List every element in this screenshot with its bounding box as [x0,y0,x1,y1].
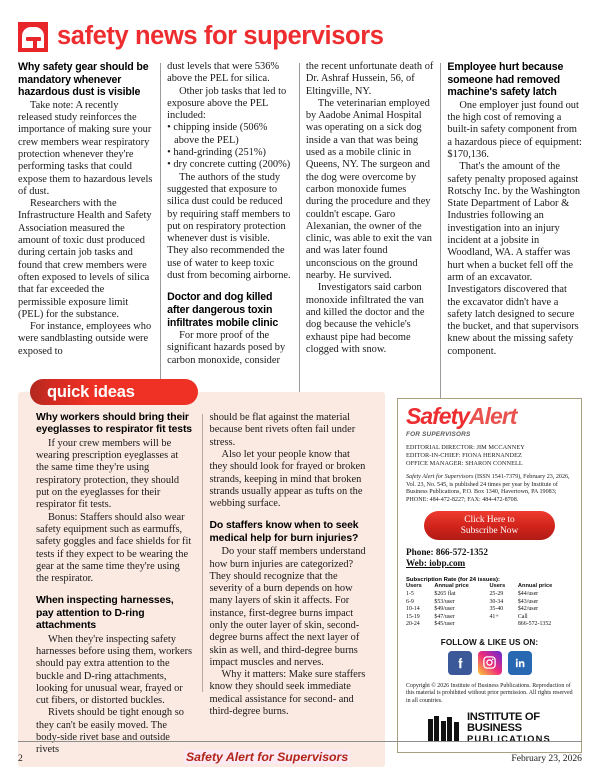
article-paragraph: That's the amount of the safety penalty proposed against Rotschy Inc. by the Washington State Department of Labor & Industries following an investigation into an injury incident at a jobsite in Woodland, WA. A staffer was hurt when a bucket fell off the arm of an excavator. Investigators discovered that the excavator didn't have a safety latch designed to secure the bucket, and that supervisors knew about the missing safety component. [447,161,581,357]
rate-cell: 30-34 [489,598,504,605]
publisher-line-3: PUBLICATIONS [466,733,551,745]
rate-cell: 866-572-1352 [517,621,552,628]
quick-idea-paragraph: Bonus: Staffers should also wear safety equipment such as earmuffs, safety goggles and face shields for fit tests if they expect to be wearing the gear at the same time they're using the respirator. [36,511,192,585]
article-paragraph: dust levels that were 536% above the PEL for silica. [167,61,280,85]
news-column-1 [18,61,160,367]
rate-cell: 15-19 [406,613,420,620]
rate-cell [489,621,517,629]
publication-info-box [397,398,582,753]
hardhat-icon [18,22,48,52]
quick-idea-paragraph: When they're inspecting safety harnesses before using them, workers should pay extra attention to the buckle and D-ring attachments, looking for unusual wear, frayed or cut fibers, or distorted buckles. [36,633,193,707]
article-paragraph: Take note: A recently released study reinforces the importance of making sure your crew members wear respiratory protection whenever they're performing tasks that could expose them to hazardous levels of dust. [18,99,153,197]
article-headline-dust: Why safety gear should be mandatory whenever hazardous dust is visible [18,61,149,99]
linkedin-icon[interactable] [508,651,532,675]
logo-subtitle-text: FOR SUPERVISORS [406,431,471,438]
quick-ideas-column-1 [28,412,202,757]
quick-idea-paragraph: If your crew members will be wearing prescription eyeglasses at the same time they're using respiratory protection, they should put on the eyeglasses for their respirator fit tests. [36,437,180,511]
footer-date: February 23, 2026 [511,753,582,764]
article-headline-safety-latch: Employee hurt because someone had removed machine's safety latch [447,61,564,99]
page-number: 2 [18,753,23,764]
news-column-4 [440,61,582,367]
quick-ideas-banner [30,379,198,405]
list-item: • chipping inside (506% above the PEL) [167,122,268,146]
rate-cell: 35-40 [489,606,504,613]
news-column-3 [299,61,441,367]
rate-cell: 6-9 [406,598,414,605]
web-link[interactable]: Web: iobp.com [406,558,466,569]
instagram-icon[interactable] [478,651,502,675]
books-icon [428,715,464,741]
logo-word-alert: Alert [469,403,517,429]
staff-line: OFFICE MANAGER: SHARON CONNELL [406,460,523,467]
social-links [406,651,573,675]
article-paragraph: Researchers with the Infrastructure Health and Safety Association measured the amount of toxic dust produced during certain job tasks and found that crew members were often exposed to levels of silica that far exceeded the permissible exposure limit (PEL) for the substance. [18,198,152,320]
news-column-2 [160,61,299,367]
table-row [406,599,573,607]
article-paragraph: For instance, employees who were sandblasting outside were exposed to [18,321,152,357]
publisher-line-1: INSTITUTE OF [466,711,540,724]
logo-subtitle [406,429,573,438]
rate-cell: 41+ [489,613,499,620]
quick-ideas-column-2 [202,412,376,757]
quick-idea-paragraph: Do your staff members understand how burn injuries are categorized? They should recognize that the severity of a burn depends on how many layers of skin it affects. For instance, first-degree burns impact only the outer layer of skin, second-degree burns affect the next layer of skin as well, and third-degree burns impact muscles and nerves. [209,546,366,668]
table-row [406,591,573,599]
table-row [406,606,573,614]
subscribe-line-2: Subscribe Now [460,525,519,536]
contact-info [406,547,573,569]
rate-cell: 20-24 [406,621,420,628]
article-paragraph: Investigators said carbon monoxide infiltrated the van and killed the doctor and the dog because the vehicle's exhaust pipe had become clogged with snow. [305,282,425,355]
quick-idea-paragraph: Also let your people know that they should look for frayed or broken strands, keeping in mind that broken strands usually appear as tufts on the webbing surface. [209,448,366,510]
article-paragraph: For more proof of the significant hazards posed by carbon monoxide, consider [167,330,286,366]
rate-cell: 25-29 [489,590,504,597]
quick-idea-headline-harnesses: When inspecting harnesses, pay attention to D-ring attachments [36,595,174,632]
colophon [406,474,573,504]
rate-cell: 1-5 [406,590,414,597]
colophon-details: (ISSN 1541-7379), February 23, 2026, Vol. 23, No. 545, is published 24 times per year by Institute of Business Publications, P.O. Box 1340, Havertown, PA 19083; PHONE: 484-472-8227; FAX: 484-472-8708. [406,474,570,503]
rate-cell: $47/user [434,613,455,620]
staff-line: EDITORIAL DIRECTOR: JIM MCCANNEY [406,444,525,451]
rate-cell: $44/user [517,590,539,597]
rate-cell: $42/user [517,606,539,613]
safety-alert-logo [406,405,573,428]
article-paragraph: One employer just found out the high cost of removing a built-in safety component from a hazardous piece of equipment: $170,136. [447,99,582,160]
rate-header-price-2: Annual price [517,583,553,590]
publisher-line-2: BUSINESS [466,721,522,734]
rate-cell: Call [517,613,528,620]
subscription-rate-title: Subscription Rate (for 24 issues): [406,577,500,584]
quick-idea-headline-eyeglasses: Why workers should bring their eyeglasses to respirator fit tests [36,412,192,436]
subscribe-line-1: Click Here to [464,515,515,526]
rate-cell: $265 flat [434,590,456,597]
rate-header-users: Users [406,583,422,590]
article-paragraph: the recent unfortunate death of Dr. Ashraf Hussein, 56, of Eltingville, NY. [305,61,434,97]
rate-cell: $49/user [434,606,455,613]
quick-ideas-body [18,392,385,767]
rate-cell: $53/user [434,598,455,605]
footer-title: Safety Alert for Supervisors [185,750,349,764]
rate-cell: 10-14 [406,606,420,613]
page-title: safety news for supervisors [57,22,384,51]
quick-idea-paragraph: Rivets should be tight enough so they can't be easily moved. The body-side rivet base and outside rivets [36,707,184,756]
news-section [18,61,582,367]
exposure-task-list [167,122,292,171]
quick-idea-headline-burns: Do staffers know when to seek medical help for burn injuries? [209,520,359,544]
table-header-row [406,583,573,591]
table-row [406,614,573,622]
list-item: • hand-grinding (251%) [167,147,266,159]
subscription-rate-table [406,583,573,629]
copyright-notice: Copyright © 2026 Institute of Business Publications. Reproduction of this material is prohibited without prior permission. All rights reserved in all countries. [406,682,573,704]
web-line[interactable] [406,558,573,569]
publisher-logo [406,712,573,745]
phone-line: Phone: 866-572-1352 [406,547,488,558]
table-row [406,621,573,629]
quick-idea-paragraph: Why it matters: Make sure staffers know they should seek immediate medical assistance for second- and third-degree burns. [209,669,366,718]
list-item: • dry concrete cutting (200%) [167,159,291,171]
rate-header-price: Annual price [434,583,469,590]
logo-word-safety: Safety [406,403,470,429]
follow-label: FOLLOW & LIKE US ON: [440,637,539,647]
colophon-title: Safety Alert for Supervisors [406,474,474,480]
rate-header-users-2: Users [489,583,506,590]
article-paragraph: Other job tasks that led to exposure above the PEL included: [167,85,287,122]
article-paragraph: The authors of the study suggested that exposure to silica dust could be reduced by requiring staff members to put on respiratory protection whenever dust is visible. They also recommended the use of water to keep toxic dust from becoming airborne. [167,171,291,282]
article-headline-doctor-dog: Doctor and dog killed after dangerous toxin infiltrates mobile clinic [167,291,279,329]
publisher-name [467,712,551,745]
rate-cell: $45/user [434,621,455,628]
subscribe-button[interactable] [424,511,555,540]
masthead [18,0,582,56]
staff-line: EDITOR-IN-CHIEF: FIONA HERNANDEZ [406,452,522,459]
rate-cell: $43/user [517,598,539,605]
quick-ideas-label: quick ideas [47,382,135,401]
footer-divider [18,741,582,742]
article-paragraph: The veterinarian employed by Aadobe Animal Hospital was operating on a sick dog inside a van that was being used as a mobile clinic in Queens, NY. The surgeon and the dog were overcome by carbon monoxide fumes during the procedure and they couldn't escape. Garo Alexanian, the owner of the clinic, was able to exit the van and was later found unconscious on the ground nearby. He survived. [305,97,432,282]
facebook-icon[interactable] [448,651,472,675]
quick-idea-paragraph: should be flat against the material because bent rivets often fail under stress. [209,412,356,448]
editorial-staff [406,444,573,468]
page-footer [18,750,582,764]
